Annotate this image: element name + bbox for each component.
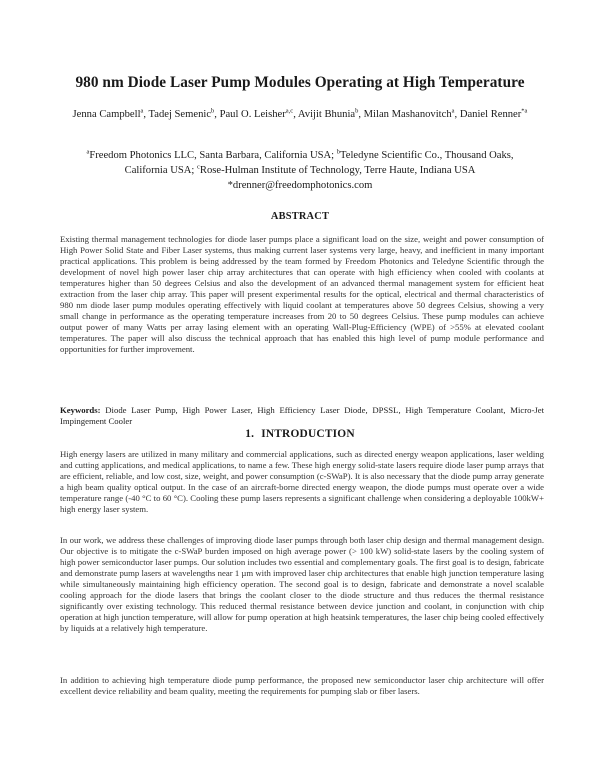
- affiliation-a: Freedom Photonics LLC, Santa Barbara, California USA;: [89, 150, 337, 161]
- abstract-heading: ABSTRACT: [270, 211, 330, 222]
- author: Milan Mashanovitch$^a$,: [363, 107, 460, 120]
- corresponding-email: *drenner@freedomphotonics.com: [227, 180, 373, 191]
- affiliation-b: Teledyne Scientific Co., Thousand Oaks, California USA;: [124, 150, 514, 176]
- intro-paragraph-3: In addition to achieving high temperature diode pump performance, the proposed new semiconductor laser chip architecture will offer excellent device reliability and beam quality, meeting the requirements for pumping slab or fiber lasers.: [60, 675, 544, 697]
- author: Tadej Semenic$^b$,: [148, 107, 220, 120]
- section-heading: [60, 428, 540, 440]
- author: Avijit Bhunia$^b$,: [297, 107, 364, 120]
- author-list: [60, 107, 540, 122]
- section-number: 1.: [245, 428, 255, 440]
- paper-title: 980 nm Diode Laser Pump Modules Operating at High Temperature: [75, 74, 525, 91]
- abstract-body: Existing thermal management technologies for diode laser pumps place a significant load on the size, weight and power consumption of High Power Solid State and Fiber Laser systems, thus making current laser systems very large, heavy, and inefficient in many important practical applications. This problem is being addressed by the team formed by Freedom Photonics and Teledyne Scientific through the development of novel high power laser chip array architectures that can operate with high efficiency when cooled with coolants at temperatures higher than 50 degrees Celsius and also the development of an advanced thermal management system for efficient heat extraction from the laser chip array. This paper will present experimental results for the optical, electrical and thermal characteristics of 980 nm diode laser pump modules operating effectively with liquid coolant at temperatures above 50 degrees Celsius, showing a very small change in performance as the operating temperature increases from 20 to 50 degrees Celsius. These pump modules can achieve output power of many Watts per array lasing element with an operating Wall-Plug-Efficiency (WPE) of >55% at elevated coolant temperatures. The paper will also discuss the technical approach that has enabled this high level of pump module performance and opportunities for further improvement.: [60, 234, 544, 355]
- affiliations: $^a$Freedom Photonics LLC, Santa Barbara, California USA; $^b$Teledyne Scientific Co., Thousand Oaks, California USA; $^c$Rose-Hulman Institute of Technology, Terre Haute, Indiana USA *drenner@freedomphotonics.com: [86, 148, 514, 191]
- keywords: [60, 405, 544, 427]
- author: Paul O. Leisher$^{a,c}$,: [219, 107, 298, 120]
- keywords-label: Keywords:: [60, 405, 101, 415]
- section-title: INTRODUCTION: [261, 428, 355, 440]
- intro-paragraph-1: High energy lasers are utilized in many military and commercial applications, such as directed energy weapon applications, laser welding and cutting applications, and medical applications, to name a few. These high energy solid-state lasers require diode laser pump arrays that are efficient, reliable, and low cost, size, weight, and power consumption (c-SWaP). It is also necessary that the diode pump array generate a high beam quality optical output. In the case of an aircraft-borne directed energy weapon, the diode pumps must operate over a wide temperature range (-40 °C to 60 °C). Cooling these pump lasers represents a significant challenge when considering a deployable 100kW+ high energy laser system.: [60, 449, 544, 515]
- author: Jenna Campbell$^a$,: [72, 107, 149, 120]
- intro-paragraph-2: In our work, we address these challenges of improving diode laser pumps through both laser chip design and thermal management design. Our objective is to mitigate the c-SWaP burden imposed on high average power (> 100 kW) solid-state lasers by the cooling system of high power semiconductor laser pumps. Our solution includes two essential and complementary goals. The first goal is to design, fabricate and demonstrate pump lasers at wavelengths near 1 µm with improved laser chip architectures that enable high junction temperature lasing while simultaneously maintaining high efficiency operation. The second goal is to design, fabricate and demonstrate a novel scalable cooling approach for the diode lasers that brings the coolant closer to the diode structure and thus reduces the thermal resistance significantly over existing technology. This reduced thermal resistance between device junction and coolant, in conjunction with chip operation at high junction temperature, will allow for pump operation at high heatsink temperatures, the laser chip being cooled effectively by liquids at a relatively high temperature.: [60, 535, 544, 634]
- keywords-text: Diode Laser Pump, High Power Laser, High Efficiency Laser Diode, DPSSL, High Temperature Coolant, Micro-Jet Impingement Cooler: [60, 405, 544, 427]
- author: Daniel Renner$^{*a}$: [459, 107, 528, 120]
- affiliation-c: Rose-Hulman Institute of Technology, Terre Haute, Indiana USA: [199, 165, 476, 176]
